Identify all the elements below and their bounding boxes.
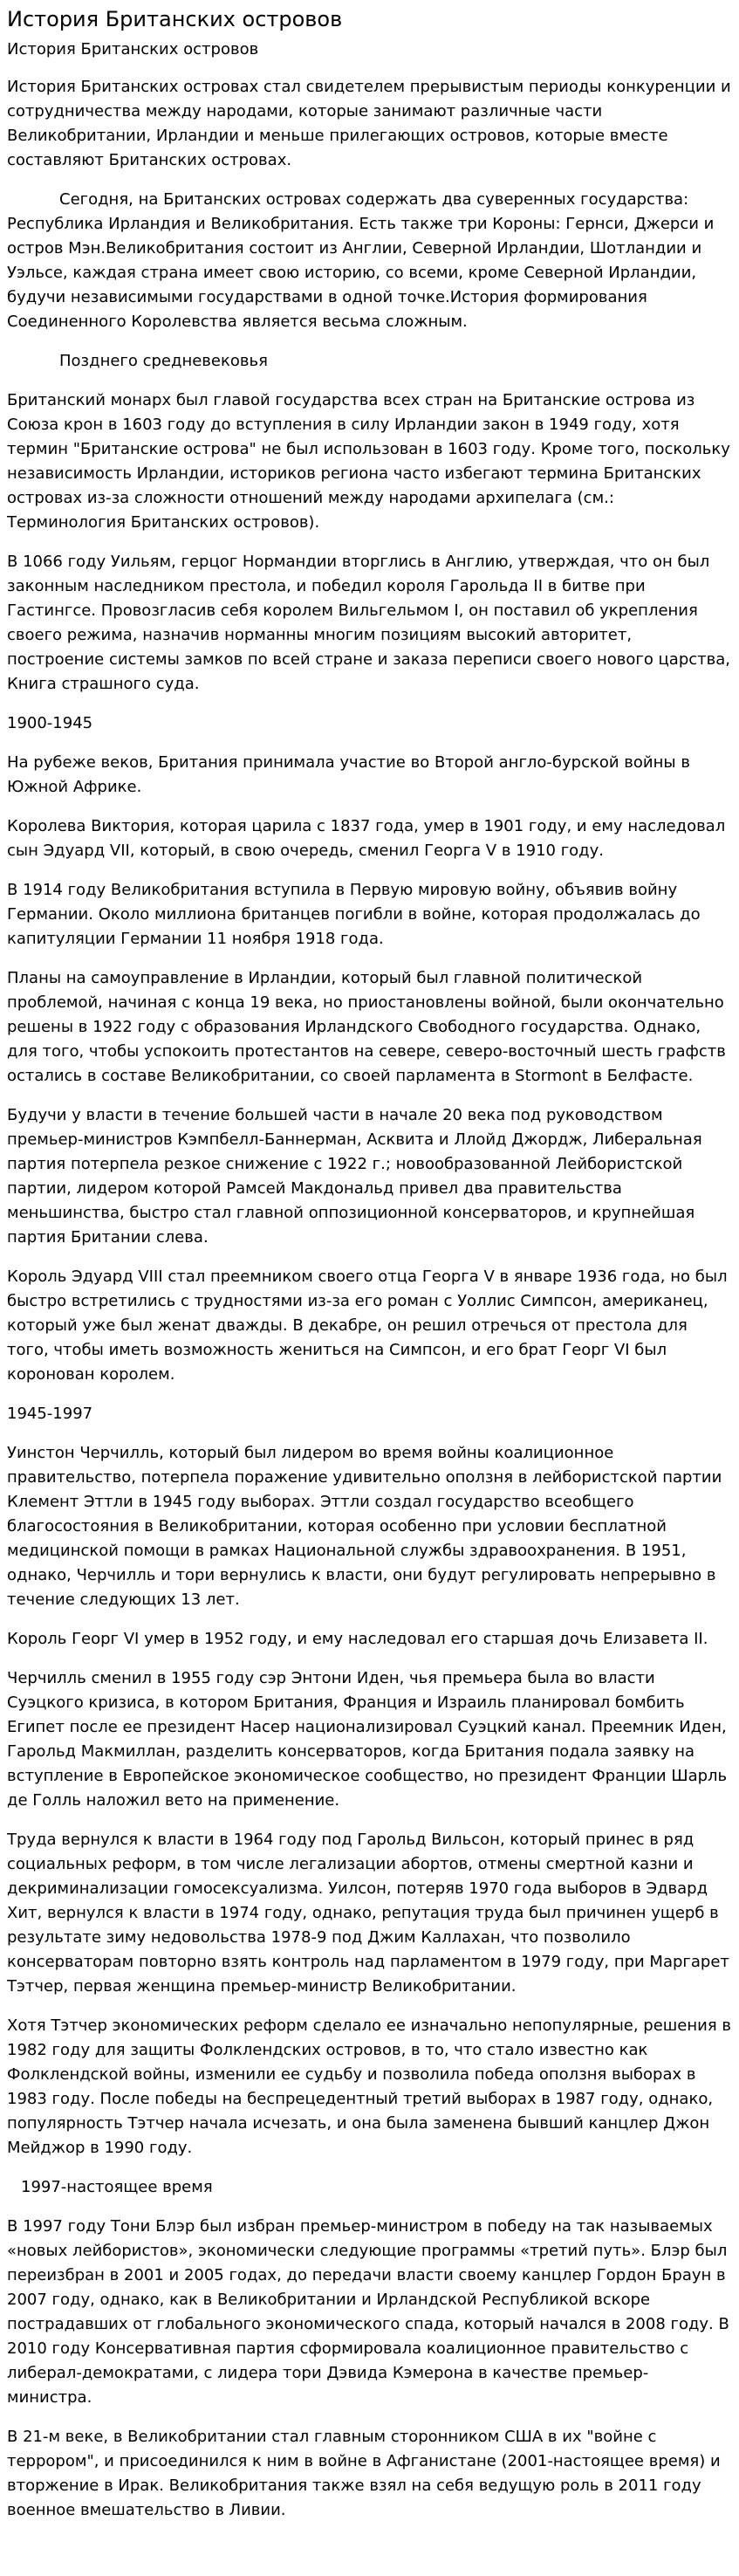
page-title: История Британских островов: [7, 7, 343, 31]
paragraph-eden: Черчилль сменил в 1955 году сэр Энтони Иден, чья премьера была во власти Суэцкого кризиса, в котором Британия, Франция и Израиль планировал бомбить Египет после ее президент Насер национализировал Суэцкий канал. Преемник Иден, Гарольд Макмиллан, разделить консерваторов, когда Британия подала заявку на вступление в Европейское экономическое сообщество, но президент Франции Шарль де Голль наложил вето на применение.: [7, 1669, 728, 1810]
paragraph-home-rule: Планы на самоуправление в Ирландии, который был главной политической проблемой, начиная с конца 19 века, но приостановлены войной, были окончательно решены в 1922 году с образования Ирландского Свободного государства. Однако, для того, чтобы успокоить протестантов на севере, северо-восточный шесть графств остались в составе Великобритании, со своей парламента в Stormont в Белфасте.: [7, 969, 726, 1085]
paragraph-21st-century: В 21-м веке, в Великобритании стал главным сторонником США в их "войне с террором", и присоединился к ним в войне в Афганистане (2001-настоящее время) и вторжение в Ирак. Великобритания также взял на себя ведущую роль в 2011 году военное вмешательство в Ливии.: [7, 2428, 721, 2519]
paragraph-1914: В 1914 году Великобритания вступила в Первую мировую войну, объявив войну Германии. Около миллиона британцев погибли в войне, которая продолжалась до капитуляции Германии 11 ноября 1918 года.: [7, 881, 701, 948]
paragraph-churchill: Уинстон Черчилль, который был лидером во время войны коалиционное правительство, потерпела поражение удивительно оползня в лейбористской партии Клемент Эттли в 1945 году выборах. Эттли создал государство всеобщего благосостояния в Великобритании, которая особенно при условии бесплатной медицинской помощи в рамках Национальной службы здравоохранения. В 1951, однако, Черчилль и тори вернулись к власти, они будут регулировать непрерывно в течение следующих 13 лет.: [7, 1444, 722, 1609]
paragraph-wilson: Труда вернулся к власти в 1964 году под Гарольд Вильсон, который принес в ряд социальных реформ, в том числе легализации абортов, отмены смертной казни и декриминализации гомосексуализма. Уилсон, потеряв 1970 года выборов в Эдвард Хит, вернулся к власти в 1974 году, однако, репутация труда был причинен ущерб в результате зиму недовольства 1978-9 под Джим Каллахан, что позволило консерваторам повторно взять контроль над парламентом в 1979 году, при Маргарет Тэтчер, первая женщина премьер-министр Великобритании.: [7, 1831, 729, 1996]
paragraph-edward-viii: Король Эдуард VIII стал преемником своего отца Георга V в январе 1936 года, но был быстро встретились с трудностями из-за его роман с Уоллис Симпсон, американец, который уже был женат дважды. В декабре, он решил отречься от престола для того, чтобы иметь возможность жениться на Симпсон, и его брат Георг VI был коронован королем.: [7, 1267, 728, 1384]
section-heading-late-middle-ages: Позднего средневековья: [59, 352, 268, 370]
page-subtitle: История Британских островов: [7, 40, 259, 58]
section-heading-1900-1945: 1900-1945: [7, 714, 93, 732]
intro-paragraph: История Британских островах стал свидетелем прерывистым периоды конкуренции и сотрудничества между народами, которые занимают различные части Великобритании, Ирландии и меньше прилегающих островов, которые вместе составляют Британских островах.: [7, 78, 731, 169]
paragraph-george-vi: Король Георг VI умер в 1952 году, и ему наследовал его старшая дочь Елизавета II.: [7, 1630, 708, 1648]
section-heading-1997-present: 1997-настоящее время: [21, 2178, 213, 2196]
paragraph-liberal-party: Будучи у власти в течение большей части в начале 20 века под руководством премьер-министров Кэмпбелл-Баннерман, Асквита и Ллойд Джордж, Либеральная партия потерпела резкое снижение с 1922 г.; новообразованной Лейбористской партии, лидером которой Рамсей Макдональд привел два правительства меньшинства, быстро стал главной оппозиционной консерваторов, и крупнейшая партия Британии слева.: [7, 1106, 702, 1247]
paragraph-thatcher: Хотя Тэтчер экономических реформ сделало ее изначально непопулярные, решения в 1982 году для защиты Фолклендских островов, в то, что стало известно как Фолклендской войны, изменили ее судьбу и позволила победа оползня выборах в 1983 году. После победы на беспрецедентный третий выборах в 1987 году, однако, популярность Тэтчер начала исчезать, и она была заменена бывший канцлер Джон Мейджор в 1990 году.: [7, 2016, 731, 2157]
paragraph-1066: В 1066 году Уильям, герцог Нормандии вторглись в Англию, утверждая, что он был законным наследником престола, и победил короля Гарольда II в битве при Гастингсе. Провозгласив себя королем Вильгельмом I, он поставил об укрепления своего режима, назначив норманны многим позициям высокий авторитет, построение системы замков по всей стране и заказа переписи своего нового царства, Книга страшного суда.: [7, 553, 731, 693]
paragraph-boer-war: На рубеже веков, Британия принимала участие во Второй англо-бурской войны в Южной Африке.: [7, 753, 690, 796]
paragraph-blair: В 1997 году Тони Блэр был избран премьер-министром в победу на так называемых «новых лейбористов», экономически следующие программы «третий путь». Блэр был переизбран в 2001 и 2005 годах, до передачи власти своему канцлер Гордон Браун в 2007 году, однако, как в Великобритании и Ирландской Республикой вскоре пострадавших от глобального экономического спада, который начался в 2008 году. В 2010 году Консервативная партия сформировала коалиционное правительство с либерал-демократами, с лидера тори Дэвида Кэмерона в качестве премьер-министра.: [7, 2217, 729, 2407]
paragraph-british-monarch: Британский монарх был главой государства всех стран на Британские острова из Союза крон в 1603 году до вступления в силу Ирландии закон в 1949 году, хотя термин "Британские острова" не был использован в 1603 году. Кроме того, поскольку независимость Ирландии, историков региона часто избегают термина Британских островах из-за сложности отношений между народами архипелага (см.: Терминология Британских островов).: [7, 391, 730, 532]
paragraph-today: Сегодня, на Британских островах содержать два суверенных государства: Республика Ирландия и Великобритания. Есть также три Короны: Гернси, Джерси и остров Мэн.Великобритания состоит из Англии, Северной Ирландии, Шотландии и Уэльсе, каждая страна имеет свою историю, со всеми, кроме Северной Ирландии, будучи независимыми государствами в одной точке.История формирования Соединенного Королевства является весьма сложным.: [7, 190, 715, 331]
paragraph-victoria: Королева Виктория, которая царила с 1837 года, умер в 1901 году, и ему наследовал сын Эдуард VII, который, в свою очередь, сменил Георга V в 1910 году.: [7, 817, 726, 860]
section-heading-1945-1997: 1945-1997: [7, 1405, 93, 1423]
